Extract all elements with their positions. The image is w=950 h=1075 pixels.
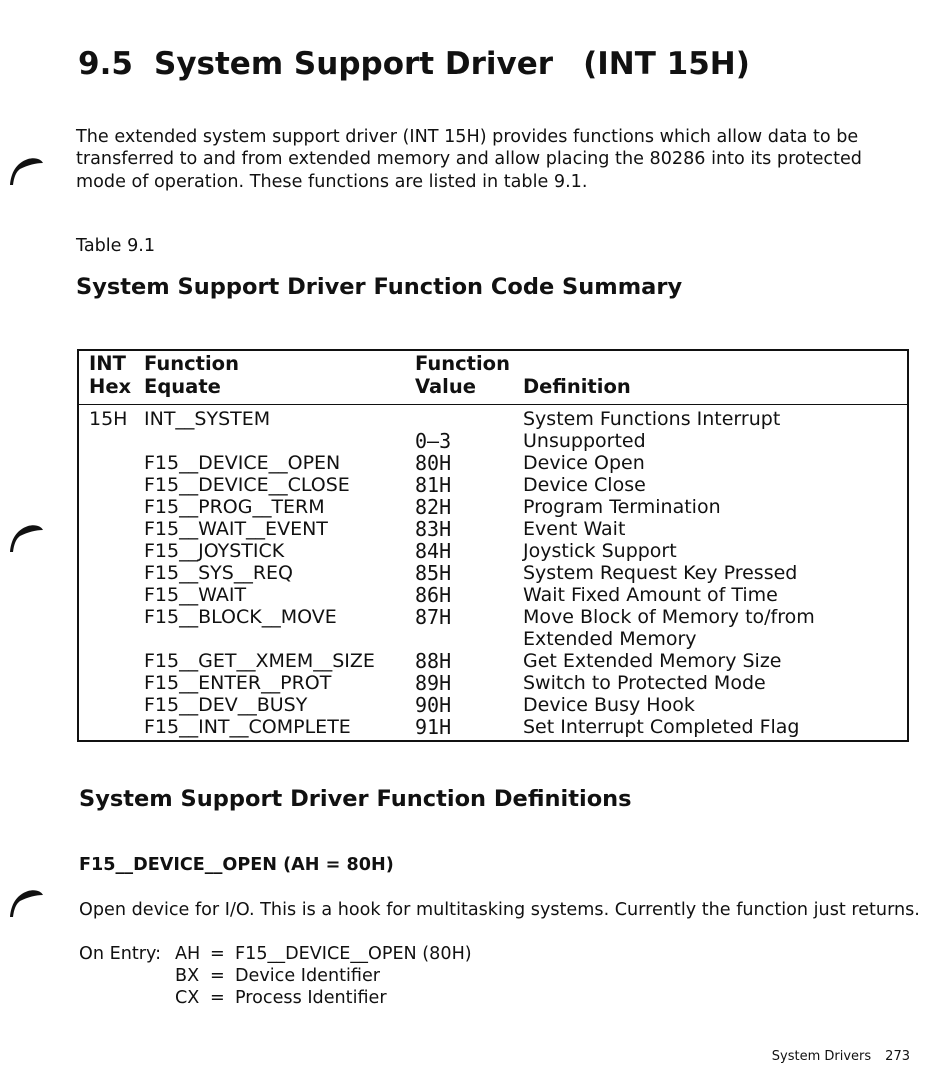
- table-caption: Table 9.1: [76, 236, 156, 256]
- equate-cell: F15__DEV__BUSY: [144, 694, 308, 716]
- entry-equals: =: [210, 944, 225, 964]
- definition-cell: Device Busy Hook: [523, 694, 695, 716]
- definition-cell: Move Block of Memory to/from: [523, 606, 815, 628]
- equate-cell: F15__SYS__REQ: [144, 562, 293, 584]
- equate-cell: F15__JOYSTICK: [144, 540, 285, 562]
- function-code-table: [77, 349, 909, 742]
- equate-cell: F15__DEVICE__OPEN: [144, 452, 341, 474]
- definition-cell: Device Close: [523, 474, 646, 496]
- definition-cell: Unsupported: [523, 430, 646, 452]
- definition-cell: Event Wait: [523, 518, 626, 540]
- definition-cell: System Request Key Pressed: [523, 562, 798, 584]
- header-value-label: Value: [415, 375, 476, 398]
- header-definition: Definition: [523, 375, 631, 398]
- header-int-hex: [89, 352, 131, 398]
- value-cell: 81H: [415, 473, 452, 497]
- intro-paragraph: The extended system support driver (INT 15H) provides functions which allow data to be transferred to and from extended memory and allow placing the 80286 into its protected mode of operation. These functions are listed in table 9.1.: [76, 127, 862, 192]
- definition-cell: Device Open: [523, 452, 645, 474]
- entry-register: AH: [175, 944, 201, 964]
- section-heading: [78, 46, 750, 82]
- header-equate-label: Equate: [144, 375, 221, 398]
- value-cell: 80H: [415, 451, 452, 475]
- section-number: 9.5: [78, 46, 133, 82]
- equate-cell: INT__SYSTEM: [144, 408, 271, 430]
- on-entry-label: On Entry:: [79, 944, 162, 964]
- definition-cell: Program Termination: [523, 496, 721, 518]
- value-cell: 85H: [415, 561, 452, 585]
- definition-cell: Extended Memory: [523, 628, 697, 650]
- definition-cell: Wait Fixed Amount of Time: [523, 584, 778, 606]
- value-cell: 89H: [415, 671, 452, 695]
- footer-chapter: System Drivers: [771, 1049, 872, 1064]
- table-header-divider: [79, 404, 907, 405]
- equate-cell: F15__WAIT: [144, 584, 247, 606]
- equate-cell: F15__GET__XMEM__SIZE: [144, 650, 375, 672]
- equate-cell: F15__ENTER__PROT: [144, 672, 332, 694]
- header-function-2: Function: [415, 352, 510, 375]
- definition-cell: Switch to Protected Mode: [523, 672, 766, 694]
- value-cell: 87H: [415, 605, 452, 629]
- equate-cell: F15__WAIT__EVENT: [144, 518, 328, 540]
- equate-cell: F15__INT__COMPLETE: [144, 716, 351, 738]
- function-description: Open device for I/O. This is a hook for multitasking systems. Currently the function just returns.: [79, 900, 920, 920]
- change-mark-icon: [8, 885, 44, 919]
- entry-description: Device Identifier: [235, 966, 381, 986]
- entry-register: CX: [175, 988, 200, 1008]
- section-title: System Support Driver: [154, 46, 554, 82]
- change-mark-icon: [8, 520, 44, 554]
- entry-description: Process Identifier: [235, 988, 387, 1008]
- table-title: System Support Driver Function Code Summary: [76, 274, 683, 300]
- equate-cell: F15__DEVICE__CLOSE: [144, 474, 350, 496]
- value-cell: 91H: [415, 715, 452, 739]
- definition-cell: Joystick Support: [523, 540, 677, 562]
- entry-equals: =: [210, 988, 225, 1008]
- definition-cell: Set Interrupt Completed Flag: [523, 716, 800, 738]
- entry-register: BX: [175, 966, 200, 986]
- header-equate: [144, 352, 239, 398]
- value-cell: 88H: [415, 649, 452, 673]
- value-cell: 90H: [415, 693, 452, 717]
- entry-description: F15__DEVICE__OPEN (80H): [235, 944, 472, 964]
- definitions-heading: System Support Driver Function Definitions: [79, 786, 632, 812]
- change-mark-icon: [8, 153, 44, 187]
- function-heading: F15__DEVICE__OPEN (AH = 80H): [79, 855, 394, 875]
- page-number: 273: [885, 1049, 910, 1064]
- value-cell: 83H: [415, 517, 452, 541]
- page-footer: [772, 1049, 910, 1064]
- value-cell: 0–3: [415, 429, 452, 453]
- value-cell: 84H: [415, 539, 452, 563]
- int-hex-cell: 15H: [89, 408, 128, 430]
- section-interrupt: (INT 15H): [583, 46, 750, 82]
- definition-cell: System Functions Interrupt: [523, 408, 781, 430]
- header-int: INT: [89, 352, 126, 375]
- value-cell: 86H: [415, 583, 452, 607]
- header-hex: Hex: [89, 375, 132, 398]
- header-function: Function: [144, 352, 239, 375]
- equate-cell: F15__BLOCK__MOVE: [144, 606, 337, 628]
- entry-equals: =: [210, 966, 225, 986]
- definition-cell: Get Extended Memory Size: [523, 650, 782, 672]
- header-value: [415, 352, 510, 398]
- value-cell: 82H: [415, 495, 452, 519]
- equate-cell: F15__PROG__TERM: [144, 496, 325, 518]
